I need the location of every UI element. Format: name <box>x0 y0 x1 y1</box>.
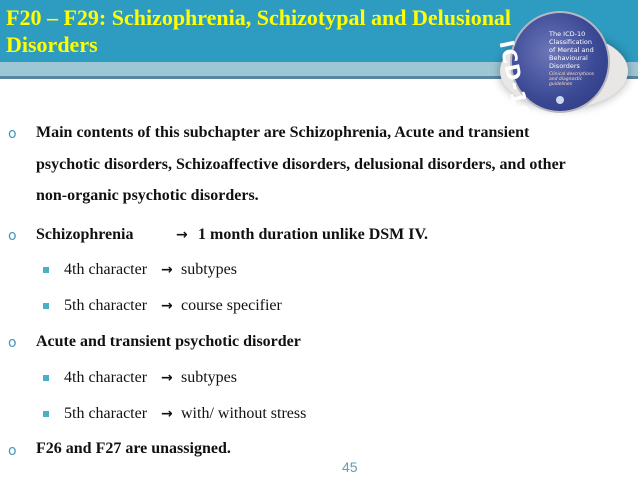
schizophrenia-label: Schizophrenia <box>36 226 134 243</box>
arrow-right-icon: → <box>161 370 173 386</box>
arrow-right-icon: → <box>161 298 173 314</box>
acute-sub1-label: 4th character <box>64 369 148 386</box>
square-bullet-icon <box>43 267 49 273</box>
schizo-sub1-value: subtypes <box>181 261 237 278</box>
main-contents-line3: non-organic psychotic disorders. <box>36 187 259 204</box>
main-contents-line2: psychotic disorders, Schizoaffective disorders, delusional disorders, and other <box>36 156 566 173</box>
acute-sub2-label: 5th character <box>64 405 148 422</box>
acute-sub1-value: subtypes <box>181 369 237 386</box>
arrow-right-icon: → <box>161 406 173 422</box>
schizo-sub1-label: 4th character <box>64 261 148 278</box>
square-bullet-icon <box>43 375 49 381</box>
circle-bullet-icon: o <box>8 443 17 459</box>
logo-cover-subtitle: Clinical descriptions and diagnostic guidelines <box>549 72 595 87</box>
schizophrenia-note: 1 month duration unlike DSM IV. <box>198 226 428 243</box>
square-bullet-icon <box>43 303 49 309</box>
arrow-right-icon: → <box>161 262 173 278</box>
logo-cover-title: The ICD-10 Classification of Mental and Behavioural Disorders <box>549 30 594 70</box>
acute-label: Acute and transient psychotic disorder <box>36 333 301 350</box>
page-number: 45 <box>342 459 358 475</box>
circle-bullet-icon: o <box>8 126 17 142</box>
acute-sub2-value: with/ without stress <box>181 405 307 422</box>
circle-bullet-icon: o <box>8 228 17 244</box>
schizo-sub2-label: 5th character <box>64 297 148 314</box>
logo-spine-text: ICD-10 <box>494 38 535 123</box>
arrow-right-icon: → <box>176 227 188 243</box>
slide-title: F20 – F29: Schizophrenia, Schizotypal and Delusional Disorders <box>6 5 512 57</box>
who-emblem-icon <box>556 96 564 104</box>
schizo-sub2-value: course specifier <box>181 297 282 314</box>
unassigned-note: F26 and F27 are unassigned. <box>36 440 231 457</box>
circle-bullet-icon: o <box>8 335 17 351</box>
main-contents-line1: Main contents of this subchapter are Schizophrenia, Acute and transient <box>36 124 530 141</box>
icd10-book-logo <box>494 8 638 123</box>
square-bullet-icon <box>43 411 49 417</box>
